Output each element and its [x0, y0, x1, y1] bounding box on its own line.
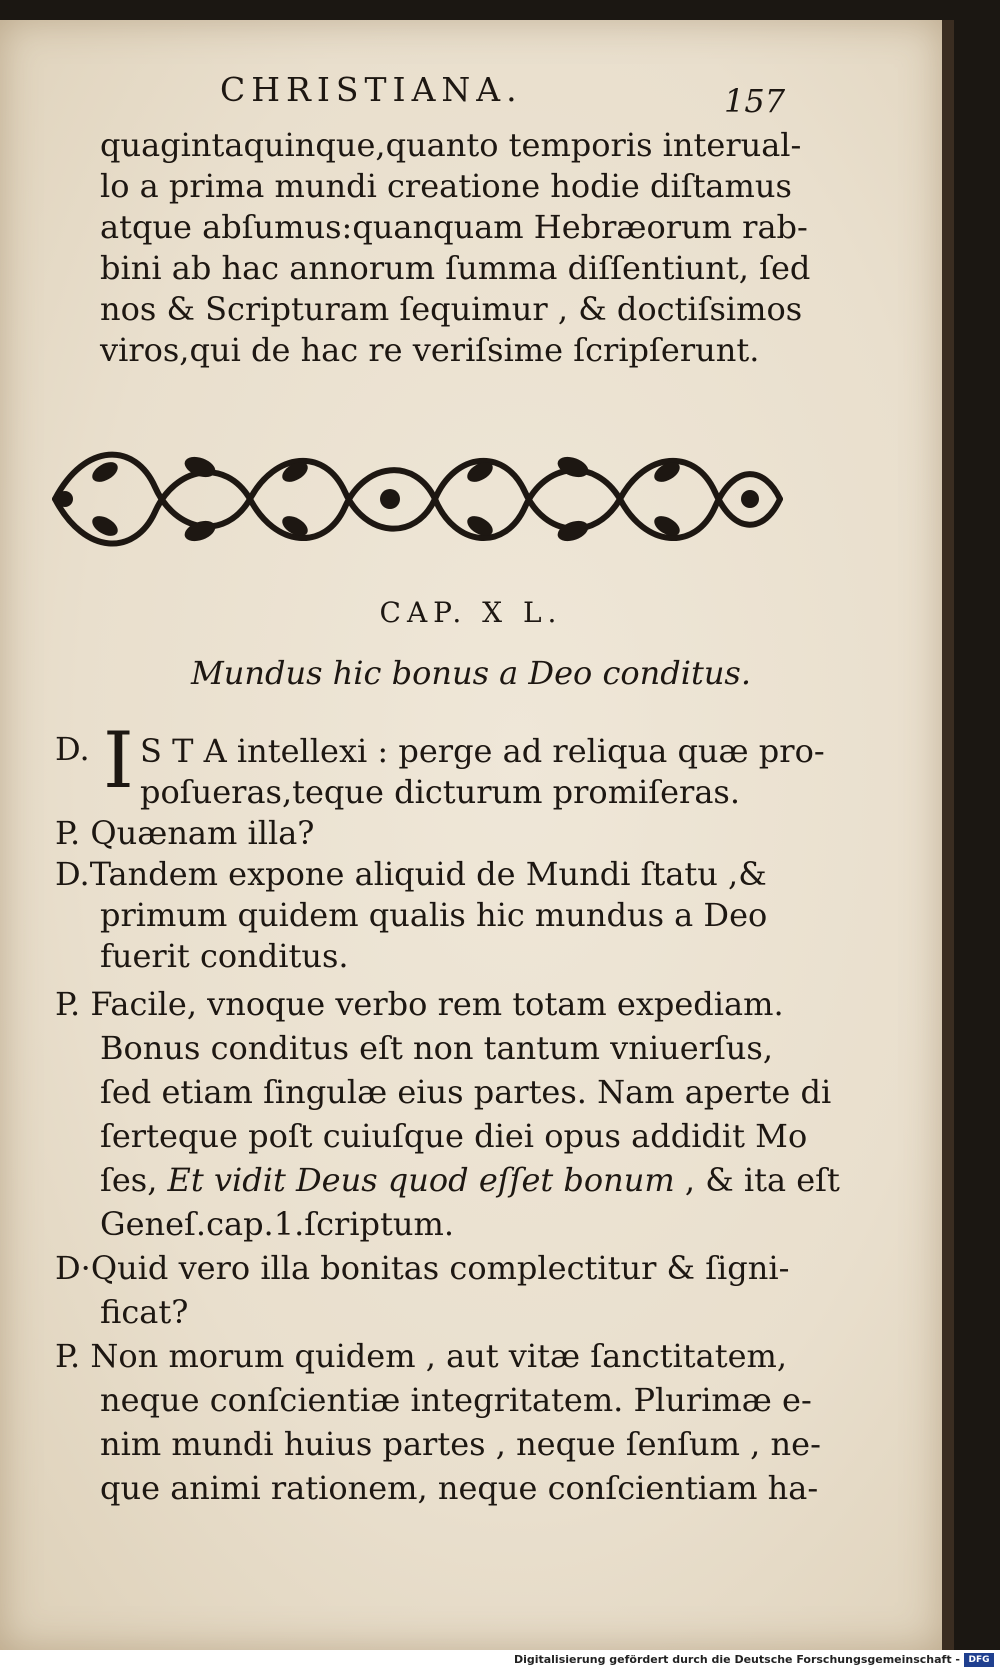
text-line: nos & Scripturam ſequimur , & doctiſsimos — [100, 290, 803, 328]
page-edge — [942, 20, 954, 1650]
text-fragment: , & ita eſt — [674, 1161, 840, 1199]
speaker-label: D. — [55, 730, 90, 768]
text-line: P. Quænam illa? — [55, 814, 315, 852]
text-line: Geneſ.cap.1.ſcriptum. — [100, 1205, 455, 1243]
text-line: que animi rationem, neque conſcientiam ha- — [100, 1469, 819, 1507]
text-line — [100, 1161, 840, 1199]
scripture-quote: Et vidit Deus quod eſſet bonum — [167, 1161, 675, 1199]
text-line: atque abſumus:quanquam Hebræorum rab- — [100, 208, 808, 246]
text-line: ficat? — [100, 1293, 189, 1331]
text-line: viros,qui de hac re veriſsime ſcripſerunt. — [100, 331, 760, 369]
page-number: 157 — [724, 82, 786, 120]
floral-vignette-icon — [45, 432, 787, 566]
running-head: CHRISTIANA. — [220, 70, 523, 109]
text-line: P. Facile, vnoque verbo rem totam expediam. — [55, 985, 784, 1023]
text-line: bini ab hac annorum ſumma diſſentiunt, ſed — [100, 249, 811, 287]
text-line: primum quidem qualis hic mundus a Deo — [100, 896, 768, 934]
text-line: ſerteque poſt cuiuſque diei opus addidit Mo — [100, 1117, 808, 1155]
text-line: nim mundi huius partes , neque ſenſum , ne- — [100, 1425, 821, 1463]
text-fragment: ſes, — [100, 1161, 168, 1199]
text-line: fuerit conditus. — [100, 937, 349, 975]
text-line: S T A intellexi : perge ad reliqua quæ pro- — [140, 732, 825, 770]
text-line: lo a prima mundi creatione hodie diſtamus — [100, 167, 792, 205]
text-line: neque conſcientiæ integritatem. Plurimæ e- — [100, 1381, 812, 1419]
footer-credit: Digitalisierung gefördert durch die Deutsche Forschungsgemeinschaft - — [513, 1653, 960, 1666]
drop-cap: I — [103, 716, 134, 806]
text-line: D·Quid vero illa bonitas complectitur & ſigni- — [55, 1249, 790, 1287]
text-line: ſed etiam ſingulæ eius partes. Nam aperte di — [100, 1073, 832, 1111]
chapter-heading: CAP. X L. — [379, 596, 563, 629]
chapter-subtitle: Mundus hic bonus a Deo conditus. — [190, 654, 752, 692]
text-line: D.Tandem expone aliquid de Mundi ſtatu ,& — [55, 855, 767, 893]
text-line: Bonus conditus eſt non tantum vniuerſus, — [100, 1029, 773, 1067]
text-line: poſueras,teque dicturum promiſeras. — [140, 773, 741, 811]
text-line: P. Non morum quidem , aut vitæ ſanctitatem, — [55, 1337, 788, 1375]
dfg-logo: DFG — [964, 1653, 994, 1667]
text-line: quagintaquinque,quanto temporis interual- — [100, 126, 802, 164]
